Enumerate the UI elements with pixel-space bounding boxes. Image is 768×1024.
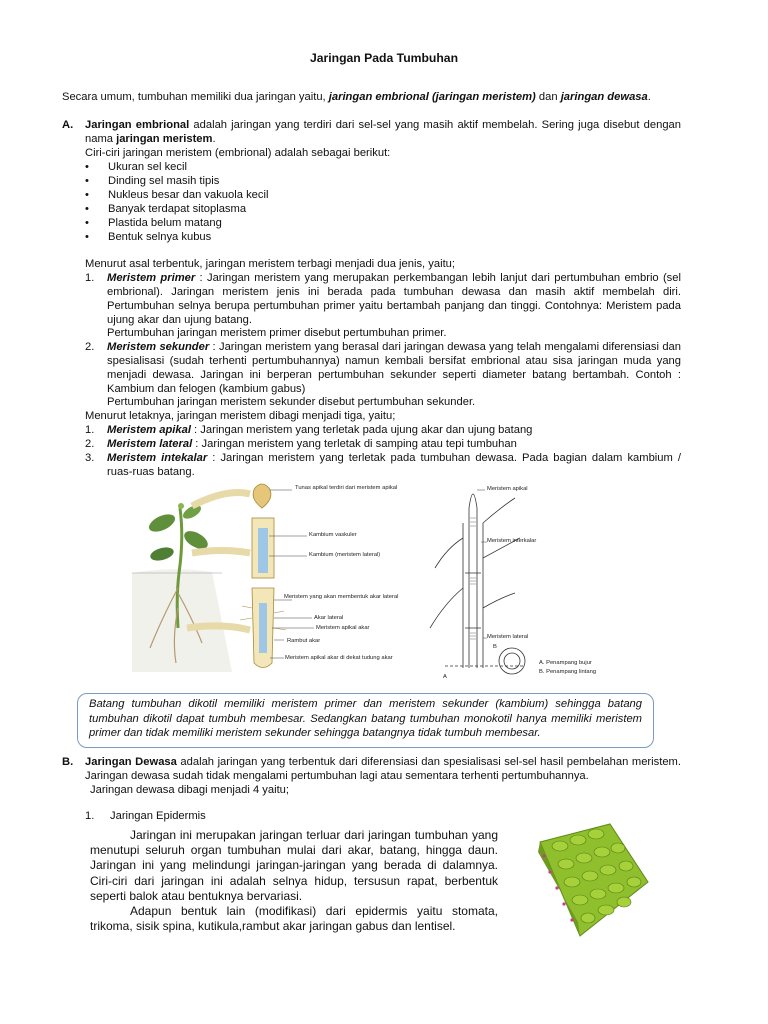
term-meristem-intekalar: Meristem intekalar [107,452,208,464]
arrow-shape [187,626,250,630]
list-number: 2. [85,341,95,353]
meristem-primer-item [107,271,681,327]
label-penampang-lintang: B. Penampang lintang [539,669,597,675]
label-b: B [493,644,497,650]
label-meristem-interkalar: Meristem interkalar [487,538,537,544]
subsection-title: Jaringan Epidermis [110,810,206,822]
term-jaringan-embrional: Jaringan embrional [85,119,190,131]
list-item: • Plastida belum matang [85,216,268,230]
label-akar-lateral: Akar lateral [314,615,344,621]
hatching [470,518,476,639]
epidermis-para-2: Adapun bentuk lain (modifikasi) dari epidermis yaitu stomata, trikoma, sisik spina, kutikula,rambut akar jaringan gabus dan lentisel. [90,904,498,934]
section-a-letter: A. [62,119,74,131]
term-meristem-sekunder: Meristem sekunder [107,341,210,353]
label-kambium-vaskuler: Kambium vaskuler [309,532,357,538]
list-item: • Ukuran sel kecil [85,160,268,174]
section-b-lead [85,755,681,783]
label-meristem-apikal-akar: Meristem apikal akar [316,625,370,631]
list-number: 3. [85,452,95,464]
meristem-lateral-item [107,437,681,451]
callout-note: Batang tumbuhan dikotil memiliki meristem primer dan meristem sekunder (kambium) sehingga batang tumbuhan dikotil dapat tumbuh membesar. Sedangkan batang tumbuhan monokotil hanya memiliki meristem primer dan tidak memiliki meristem sekunder sehingga batangnya tidak tumbuh membesar. [77,693,654,748]
term-meristem-lateral: Meristem lateral [107,438,193,450]
epidermis-para-1: Jaringan ini merupakan jaringan terluar dari jaringan tumbuhan yang menutupi seluruh organ tumbuhan mulai dari akar, batang, hingga daun. Jaringan ini yang melindungi jaringan-jaringan yang berada di dalamnya. Ciri-ciri dari jaringan ini adalah selnya hidup, tersusun rapat, berbentuk seperti balok atau bentuknya bervariasi. [90,828,498,903]
label-meristem-apikal: Meristem apikal [487,486,528,492]
lead-text: adalah jaringan yang terbentuk dari diferensiasi dan spesialisasi sel-sel hasil pembelahan meristem. Jaringan dewasa sudah tidak mengalami pertumbuhan lagi atau sementara terhenti pertumbuhannya. [85,756,681,782]
intro-paragraph [62,90,702,104]
item-text: : Jaringan meristem yang terletak pada ujung akar dan ujung batang [190,424,533,436]
item-text: : Jaringan meristem yang merupakan perkembangan lebih lanjut dari pertumbuhan embrio (sel embrional). Jaringan meristem jenis ini berada pada tumbuhan dewasa dan masih aktif membelah diri. Pertumbuhan selnya berupa pertumbuhan primer yaitu bertambah panjang dan tinggi. Contohnya: Meristem pada ujung akar dan ujung batang. [107,272,681,326]
list-number: 1. [85,272,95,284]
item-text: : Jaringan meristem yang terletak pada tumbuhan dewasa. Pada bagian dalam kambium / ruas-ruas batang. [107,452,681,478]
apical-bud [178,503,184,509]
arrow-shape [192,551,250,554]
ciri-list [85,160,268,244]
section-b-letter: B. [62,756,74,768]
list-item: • Banyak terdapat sitoplasma [85,202,268,216]
pointer-lines [477,490,487,638]
list-item: • Bentuk selnya kubus [85,230,268,244]
label-rambut-akar: Rambut akar [287,638,321,644]
list-item: • Nukleus besar dan vakuola kecil [85,188,268,202]
stem-meristem-diagram [425,478,605,684]
list-number: 1. [85,424,95,436]
item-text: : Jaringan meristem yang terletak di samping atau tepi tumbuhan [192,438,517,450]
label-penampang-bujur: A. Penampang bujur [539,660,592,666]
term-meristem-primer: Meristem primer [107,272,196,284]
label-a: A [443,674,447,680]
meristem-primer-note: Pertumbuhan jaringan meristem primer disebut pertumbuhan primer. [107,327,447,339]
epidermis-paragraph [90,828,498,934]
label-meristem-akar-lateral: Meristem yang akan membentuk akar lateral [284,594,399,600]
label-kambium-lateral: Kambium (meristem lateral) [309,552,381,558]
leaf-shape [149,545,175,563]
item-text: : Jaringan meristem yang berasal dari jaringan dewasa yang telah mengalami diferensiasi dan spesialisasi (sudah terhenti pertumbuhannya) namun kembali bersifat embrional atau sisa jaringan muda yang menjadi dewasa. Jaringan ini berperan pertumbuhan sekunder seperti diameter batang bertambah. Contoh : Kambium dan felogen (kambium gabus) [107,341,681,395]
vascular-cambium [258,528,268,573]
root-vascular [259,603,267,653]
list-item: • Dinding sel masih tipis [85,174,268,188]
lead-text: adalah jaringan yang terdiri dari sel-sel yang masih aktif membelah. Sering juga disebut dengan nama [85,119,682,145]
meristem-sekunder-item [107,340,681,396]
meristem-apikal-item [107,423,681,437]
meristem-intekalar-item [107,451,681,479]
intro-term-embrional: jaringan embrional (jaringan meristem) [328,91,536,103]
lead-text: . [212,133,216,145]
letak-intro: Menurut letaknya, jaringan meristem dibagi menjadi tiga, yaitu; [85,410,396,422]
intro-text: dan [535,91,561,103]
page-title: Jaringan Pada Tumbuhan [309,51,459,65]
leaf-shape [146,511,177,536]
meristem-sekunder-note: Pertumbuhan jaringan meristem sekunder disebut pertumbuhan sekunder. [107,396,476,408]
list-number: 2. [85,438,95,450]
pointer-lines [269,490,314,658]
term-jaringan-meristem: jaringan meristem [116,133,213,145]
plant-meristem-diagram [132,478,399,672]
term-meristem-apikal: Meristem apikal [107,424,191,436]
list-number: 1. [85,810,95,822]
section-b-lead-2: Jaringan dewasa dibagi menjadi 4 yaitu; [90,784,290,796]
section-a-lead [85,118,681,146]
stem-outline [430,494,525,674]
asal-intro: Menurut asal terbentuk, jaringan meristem terbagi menjadi dua jenis, yaitu; [85,258,456,270]
arrow-shape [192,493,250,507]
label-tunas: Tunas apikal terdiri dari meristem apikal [295,485,398,491]
label-meristem-lateral: Meristem lateral [487,634,529,640]
soil-area [132,569,232,672]
label-tudung-akar: Meristem apikal akar di dekat tudung akar [285,655,393,661]
epidermis-illustration [530,822,650,940]
intro-term-dewasa: jaringan dewasa [560,91,648,103]
term-jaringan-dewasa: Jaringan Dewasa [85,756,177,768]
ciri-intro: Ciri-ciri jaringan meristem (embrional) adalah sebagai berikut: [85,147,391,159]
intro-text: . [647,91,651,103]
intro-text: Secara umum, tumbuhan memiliki dua jaringan yaitu, [62,91,329,103]
apical-bud-detail [253,484,271,508]
